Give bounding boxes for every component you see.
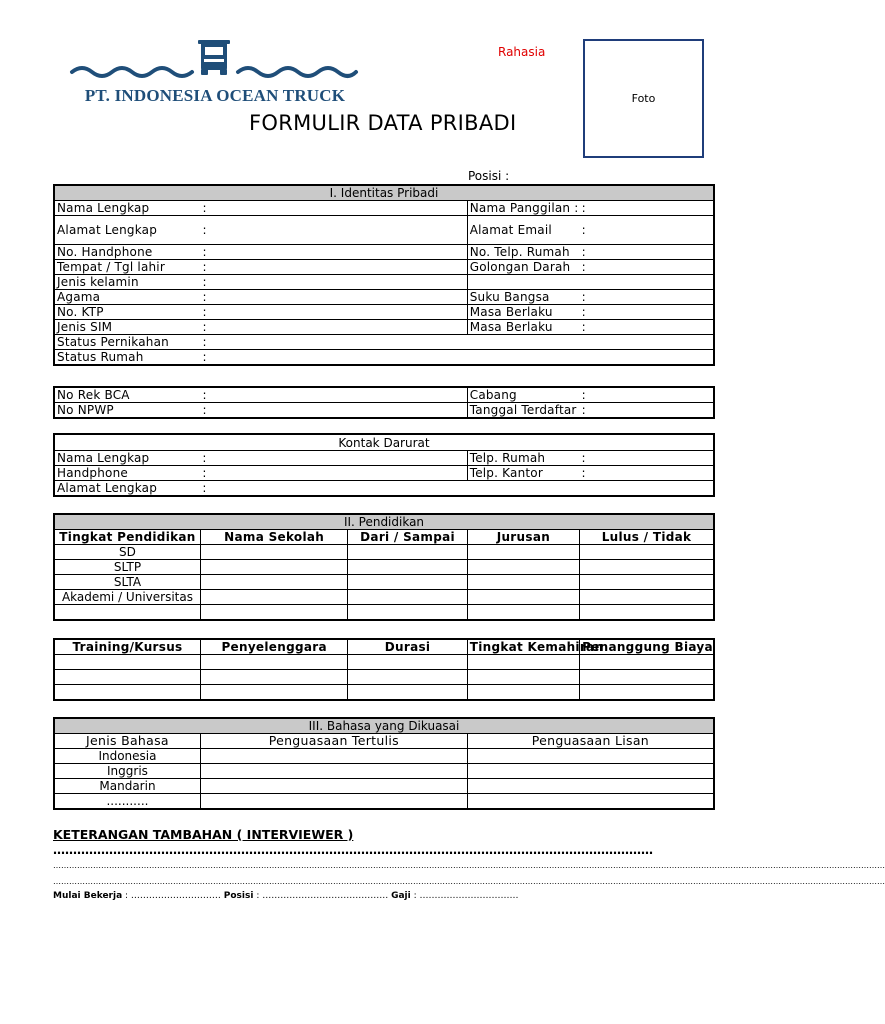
field-label: Agama bbox=[54, 290, 200, 305]
education-level: SLTA bbox=[54, 575, 200, 590]
dotted-line[interactable]: …………………………………………………………………………………………………………………………………… bbox=[53, 843, 653, 857]
dotted-line[interactable]: …………………………………………………………………………………………………………………………………………………………………………………………………………………………………………………………………………………… bbox=[53, 861, 885, 870]
bahasa-title: III. Bahasa yang Dikuasai bbox=[54, 718, 714, 734]
bank-table bbox=[53, 386, 715, 419]
table-cell[interactable] bbox=[467, 590, 579, 605]
field-label: Telp. Kantor bbox=[467, 466, 579, 481]
column-header: Dari / Sampai bbox=[348, 530, 467, 545]
table-cell[interactable] bbox=[580, 560, 714, 575]
field-label: No. Telp. Rumah bbox=[467, 245, 579, 260]
posisi-label: Posisi : bbox=[468, 169, 510, 183]
field-label: No. Handphone bbox=[54, 245, 200, 260]
darurat-table bbox=[53, 433, 715, 497]
column-header: Penanggung Biaya bbox=[580, 639, 714, 655]
table-cell[interactable] bbox=[348, 590, 467, 605]
field-label: Handphone bbox=[54, 466, 200, 481]
table-cell[interactable] bbox=[467, 655, 579, 670]
table-cell[interactable] bbox=[200, 685, 347, 701]
field-value[interactable]: : bbox=[200, 290, 467, 305]
table-cell[interactable] bbox=[580, 575, 714, 590]
education-level: SD bbox=[54, 545, 200, 560]
column-header: Tingkat Pendidikan bbox=[54, 530, 200, 545]
field-value[interactable]: : bbox=[200, 451, 467, 466]
field-label: No NPWP bbox=[54, 403, 200, 419]
field-label: Status Rumah bbox=[54, 350, 200, 366]
language-name: Inggris bbox=[54, 764, 200, 779]
column-header: Penguasaan Tertulis bbox=[200, 734, 467, 749]
identitas-table bbox=[53, 184, 715, 366]
table-cell[interactable] bbox=[54, 655, 200, 670]
column-header: Jurusan bbox=[467, 530, 579, 545]
dotted-line[interactable]: …………………………………………………………………………………………………………………………………………………………………………………………………………………………………………………………………………………… bbox=[53, 877, 885, 886]
field-label: Nama Lengkap bbox=[54, 201, 200, 216]
field-value[interactable]: : bbox=[580, 403, 714, 419]
column-header: Jenis Bahasa bbox=[54, 734, 200, 749]
field-value[interactable]: : bbox=[580, 451, 714, 466]
column-header: Durasi bbox=[348, 639, 467, 655]
form-title: FORMULIR DATA PRIBADI bbox=[249, 111, 517, 135]
table-cell[interactable] bbox=[200, 545, 347, 560]
table-cell[interactable] bbox=[200, 794, 467, 810]
education-level: Akademi / Universitas bbox=[54, 590, 200, 605]
field-value[interactable]: : bbox=[200, 216, 467, 245]
table-cell[interactable] bbox=[580, 590, 714, 605]
field-label: No Rek BCA bbox=[54, 387, 200, 403]
field-label: Jenis SIM bbox=[54, 320, 200, 335]
table-cell[interactable] bbox=[580, 670, 714, 685]
column-header: Tingkat Kemahiran bbox=[467, 639, 579, 655]
mulai-bekerja-label: Mulai Bekerja bbox=[53, 891, 123, 901]
language-name: Mandarin bbox=[54, 779, 200, 794]
field-value[interactable]: : bbox=[580, 201, 714, 216]
field-label: Status Pernikahan bbox=[54, 335, 200, 350]
table-cell[interactable] bbox=[54, 685, 200, 701]
table-cell[interactable] bbox=[467, 764, 714, 779]
field-value[interactable]: : bbox=[580, 245, 714, 260]
field-label bbox=[467, 275, 579, 290]
field-label: Alamat Lengkap bbox=[54, 481, 200, 497]
table-cell[interactable] bbox=[200, 749, 467, 764]
table-cell[interactable] bbox=[348, 560, 467, 575]
bahasa-table bbox=[53, 717, 715, 810]
mulai-bekerja-value[interactable]: : ………………………… bbox=[122, 891, 224, 901]
table-cell[interactable] bbox=[467, 794, 714, 810]
column-header: Penguasaan Lisan bbox=[467, 734, 714, 749]
field-label: Tempat / Tgl lahir bbox=[54, 260, 200, 275]
field-label: Alamat Email bbox=[467, 216, 579, 245]
field-value[interactable]: : bbox=[580, 466, 714, 481]
photo-label: Foto bbox=[631, 92, 656, 105]
pendidikan-table bbox=[53, 513, 715, 621]
field-label: No. KTP bbox=[54, 305, 200, 320]
field-label: Masa Berlaku bbox=[467, 320, 579, 335]
field-value[interactable]: : bbox=[200, 305, 467, 320]
table-cell[interactable] bbox=[200, 670, 347, 685]
field-value[interactable]: : bbox=[200, 466, 467, 481]
field-value[interactable]: : bbox=[200, 320, 467, 335]
table-cell[interactable] bbox=[580, 605, 714, 621]
confidential-label: Rahasia bbox=[498, 45, 546, 59]
table-cell[interactable] bbox=[467, 575, 579, 590]
truck-icon bbox=[198, 40, 230, 75]
table-cell[interactable] bbox=[467, 685, 579, 701]
field-value[interactable]: : bbox=[200, 201, 467, 216]
field-label: Cabang bbox=[467, 387, 579, 403]
education-level: SLTP bbox=[54, 560, 200, 575]
table-cell[interactable] bbox=[348, 545, 467, 560]
table-cell[interactable] bbox=[467, 779, 714, 794]
column-header: Penyelenggara bbox=[200, 639, 347, 655]
table-cell[interactable] bbox=[200, 575, 347, 590]
table-cell[interactable] bbox=[348, 670, 467, 685]
company-name: PT. INDONESIA OCEAN TRUCK bbox=[84, 86, 346, 105]
field-label: Tanggal Terdaftar bbox=[467, 403, 579, 419]
table-cell[interactable] bbox=[200, 764, 467, 779]
training-table bbox=[53, 638, 715, 701]
field-label: Nama Panggilan : bbox=[467, 201, 579, 216]
posisi-label: Posisi bbox=[223, 891, 254, 901]
table-cell[interactable] bbox=[348, 685, 467, 701]
column-header: Training/Kursus bbox=[54, 639, 200, 655]
table-cell[interactable] bbox=[467, 749, 714, 764]
field-value[interactable]: : bbox=[200, 403, 467, 419]
field-label: Suku Bangsa bbox=[467, 290, 579, 305]
field-label: Golongan Darah bbox=[467, 260, 579, 275]
photo-box bbox=[583, 39, 704, 158]
field-label: Masa Berlaku bbox=[467, 305, 579, 320]
identitas-title: I. Identitas Pribadi bbox=[54, 185, 714, 201]
table-cell[interactable] bbox=[200, 779, 467, 794]
table-cell[interactable] bbox=[348, 605, 467, 621]
column-header: Lulus / Tidak bbox=[580, 530, 714, 545]
column-header: Nama Sekolah bbox=[200, 530, 347, 545]
field-value[interactable]: : bbox=[200, 481, 714, 497]
field-value[interactable]: : bbox=[580, 290, 714, 305]
pendidikan-title: II. Pendidikan bbox=[54, 514, 714, 530]
keterangan-title: KETERANGAN TAMBAHAN ( INTERVIEWER ) bbox=[53, 827, 354, 842]
table-cell[interactable] bbox=[200, 655, 347, 670]
field-value[interactable]: : bbox=[580, 216, 714, 245]
table-cell[interactable] bbox=[580, 685, 714, 701]
language-name: ........... bbox=[54, 794, 200, 810]
table-cell[interactable] bbox=[467, 545, 579, 560]
field-value[interactable]: : bbox=[200, 335, 714, 350]
field-value[interactable]: : bbox=[580, 387, 714, 403]
field-value[interactable]: : bbox=[200, 387, 467, 403]
field-value[interactable]: : bbox=[200, 350, 714, 366]
field-value[interactable]: : bbox=[580, 305, 714, 320]
table-cell[interactable] bbox=[580, 655, 714, 670]
table-cell[interactable] bbox=[580, 545, 714, 560]
table-cell[interactable] bbox=[200, 590, 347, 605]
table-cell[interactable] bbox=[348, 575, 467, 590]
table-cell[interactable] bbox=[467, 560, 579, 575]
table-cell[interactable] bbox=[200, 560, 347, 575]
field-label: Alamat Lengkap bbox=[54, 216, 200, 245]
table-cell[interactable] bbox=[467, 605, 579, 621]
field-value[interactable]: : bbox=[580, 260, 714, 275]
field-value[interactable] bbox=[580, 275, 714, 290]
darurat-title: Kontak Darurat bbox=[54, 434, 714, 451]
field-label: Telp. Rumah bbox=[467, 451, 579, 466]
field-value[interactable]: : bbox=[580, 320, 714, 335]
gaji-label: Gaji bbox=[391, 891, 411, 901]
table-cell[interactable] bbox=[54, 670, 200, 685]
table-cell[interactable] bbox=[348, 655, 467, 670]
field-value[interactable]: : bbox=[200, 245, 467, 260]
field-value[interactable]: : bbox=[200, 275, 467, 290]
language-name: Indonesia bbox=[54, 749, 200, 764]
bottom-fields bbox=[53, 891, 518, 901]
field-value[interactable]: : bbox=[200, 260, 467, 275]
field-label: Nama Lengkap bbox=[54, 451, 200, 466]
field-label: Jenis kelamin bbox=[54, 275, 200, 290]
gaji-value[interactable]: : …………………………… bbox=[410, 891, 519, 901]
table-cell[interactable] bbox=[467, 670, 579, 685]
education-level bbox=[54, 605, 200, 621]
table-cell[interactable] bbox=[200, 605, 347, 621]
posisi-value[interactable]: : …………………………………… bbox=[253, 891, 392, 901]
